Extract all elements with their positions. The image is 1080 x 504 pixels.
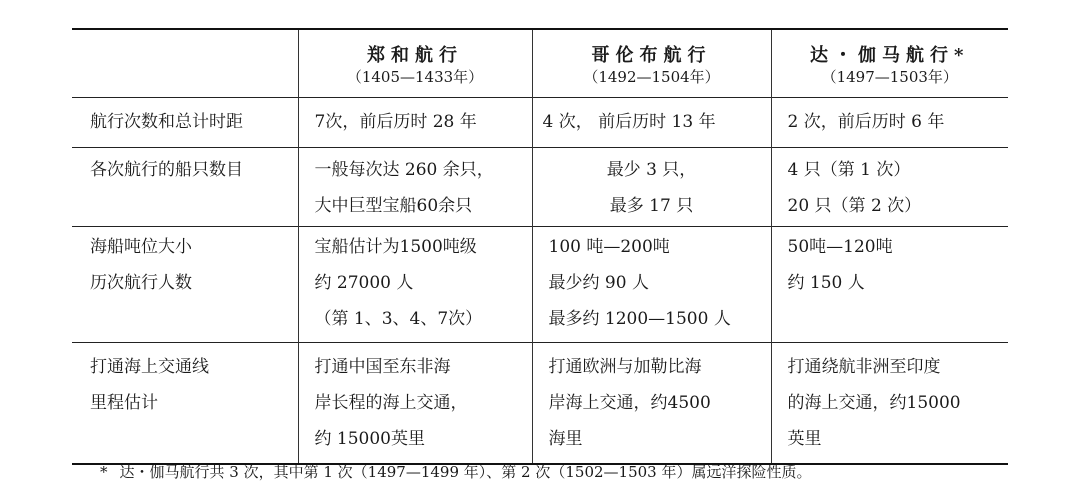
header-years: （1497—1503年） [821, 67, 958, 86]
cell-text: 4 只（第 1 次） [787, 160, 911, 180]
header-years: （1492—1504年） [583, 67, 720, 86]
cell-text: 英里 [787, 429, 822, 449]
table-header-row [72, 29, 1008, 98]
table-row [72, 98, 1008, 148]
row-label: 海船吨位大小 [90, 237, 192, 257]
cell-text: （第 1、3、4、7次） [314, 309, 483, 329]
row-label: 里程估计 [90, 393, 158, 413]
row-label: 各次航行的船只数目 [90, 160, 243, 180]
cell-text: 最少约 90 人 [548, 273, 649, 293]
cell-text: 100 吨—200吨 [548, 237, 670, 257]
cell-text: 宝船估计为1500吨级 [314, 237, 477, 257]
header-cell-zheng-he [298, 29, 532, 98]
cell-text: 20 只（第 2 次） [787, 196, 922, 216]
cell-text: 4 次， 前后历时 13 年 [542, 112, 716, 132]
header-name: 达・伽马航行* [810, 44, 970, 66]
table-row [72, 227, 1008, 343]
zheng-he-cell [298, 343, 532, 465]
table-row [72, 343, 1008, 465]
columbus-cell [532, 343, 771, 465]
cell-text: 2 次，前后历时 6 年 [787, 112, 945, 132]
header-cell-blank [72, 29, 298, 98]
row-label-cell [72, 227, 298, 343]
row-label: 历次航行人数 [90, 273, 192, 293]
footnote-marker: * [100, 463, 108, 481]
row-label: 打通海上交通线 [90, 357, 209, 377]
da-gama-cell [771, 227, 1008, 343]
cell-text: 的海上交通，约15000 [787, 393, 961, 413]
da-gama-cell [771, 98, 1008, 148]
cell-text: 最少 3 只， [606, 160, 697, 180]
header-name: 哥伦布航行 [591, 44, 712, 66]
footnote-text: 达・伽马航行共 3 次，其中第 1 次（1497—1499 年）、第 2 次（1502—1503 年）属远洋探险性质。 [119, 463, 812, 481]
cell-text: 大中巨型宝船60余只 [314, 196, 473, 216]
cell-text: 打通中国至东非海 [314, 357, 451, 377]
cell-text: 一般每次达 260 余只， [314, 160, 494, 180]
cell-text: 50吨—120吨 [787, 237, 893, 257]
zheng-he-cell [298, 227, 532, 343]
table-row [72, 148, 1008, 227]
cell-text: 岸长程的海上交通， [314, 393, 468, 413]
header-name: 郑和航行 [367, 44, 463, 66]
zheng-he-cell [298, 148, 532, 227]
header-years: （1405—1433年） [346, 67, 484, 86]
row-label: 航行次数和总计时距 [90, 112, 243, 132]
cell-text: 打通绕航非洲至印度 [787, 357, 941, 377]
zheng-he-cell [298, 98, 532, 148]
row-label-cell [72, 343, 298, 465]
columbus-cell [532, 98, 771, 148]
row-label-cell [72, 98, 298, 148]
cell-text: 最多约 1200—1500 人 [548, 309, 731, 329]
cell-text: 最多 17 只 [609, 196, 694, 216]
cell-text: 约 27000 人 [314, 273, 414, 293]
cell-text: 7次，前后历时 28 年 [314, 112, 477, 132]
columbus-cell [532, 227, 771, 343]
cell-text: 约 15000英里 [314, 429, 425, 449]
header-cell-columbus [532, 29, 771, 98]
da-gama-cell [771, 148, 1008, 227]
cell-text: 岸海上交通，约4500 [548, 393, 711, 413]
da-gama-cell [771, 343, 1008, 465]
cell-text: 海里 [548, 429, 583, 449]
row-label-cell [72, 148, 298, 227]
cell-text: 约 150 人 [787, 273, 865, 293]
table-footnote [100, 462, 811, 482]
voyage-comparison-table [72, 28, 1008, 465]
columbus-cell [532, 148, 771, 227]
cell-text: 打通欧洲与加勒比海 [548, 357, 702, 377]
header-cell-da-gama [771, 29, 1008, 98]
